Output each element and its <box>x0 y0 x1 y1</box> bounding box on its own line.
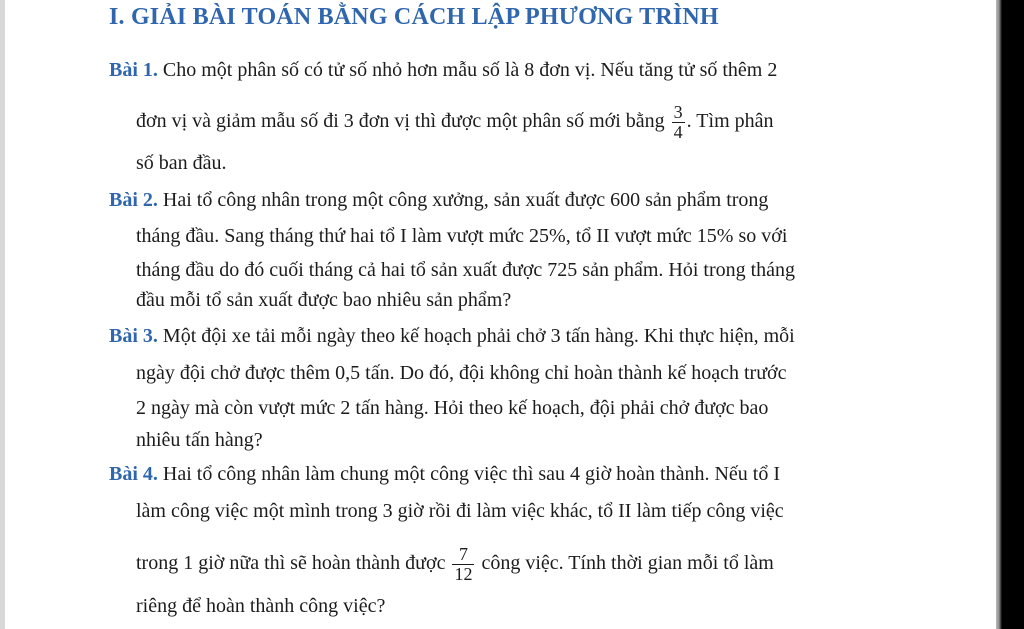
problem-1-text-1: Cho một phân số có tử số nhỏ hơn mẫu số là 8 đơn vị. Nếu tăng tử số thêm 2 <box>162 59 778 81</box>
problem-4-text-3b: công việc. Tính thời gian mỗi tổ làm <box>481 552 774 575</box>
problem-1-text-2: đơn vị và giảm mẫu số đi 3 đơn vị thì được một phân số mới bằng <box>136 110 665 133</box>
section-heading: I. GIẢI BÀI TOÁN BẰNG CÁCH LẬP PHƯƠNG TRÌNH <box>109 4 719 30</box>
fraction-numerator: 3 <box>673 102 683 122</box>
problem-2-text-1: Hai tổ công nhân trong một công xưởng, sản xuất được 600 sản phẩm trong <box>162 189 769 211</box>
fraction-numerator: 7 <box>458 544 468 564</box>
problem-3-line-4 <box>136 428 263 452</box>
fraction-denominator: 12 <box>454 564 473 584</box>
problem-1-line-3 <box>136 151 227 175</box>
problem-2-text-4: đầu mỗi tổ sản xuất được bao nhiêu sản phẩm? <box>136 289 512 311</box>
problem-3-text-2: ngày đội chở được thêm 0,5 tấn. Do đó, đội không chỉ hoàn thành kế hoạch trước <box>136 362 787 384</box>
problem-1-text-3: số ban đầu. <box>136 152 227 174</box>
problem-2-line-1 <box>109 188 768 212</box>
problem-4-text-3: trong 1 giờ nữa thì sẽ hoàn thành được <box>136 552 446 575</box>
problem-2-text-2: tháng đầu. Sang tháng thứ hai tổ I làm vượt mức 25%, tổ II vượt mức 15% so với <box>136 225 788 247</box>
problem-1-line-1 <box>109 58 777 82</box>
problem-4-text-1: Hai tổ công nhân làm chung một công việc thì sau 4 giờ hoàn thành. Nếu tổ I <box>162 463 781 485</box>
problem-3-line-2 <box>136 361 787 385</box>
fraction-3-4 <box>672 103 685 142</box>
problem-2-line-4 <box>136 288 511 312</box>
problem-4-line-4 <box>136 594 385 618</box>
problem-2-text-3: tháng đầu do đó cuối tháng cả hai tổ sản xuất được 725 sản phẩm. Hỏi trong tháng <box>136 259 796 281</box>
problem-3-label: Bài 3. <box>109 325 158 347</box>
page-right-edge <box>996 0 1024 629</box>
problem-2-line-3 <box>136 258 795 282</box>
problem-4-line-2 <box>136 499 784 523</box>
problem-1-text-2b: . Tìm phân <box>686 110 774 133</box>
problem-2-line-2 <box>136 224 787 248</box>
problem-4-text-4: riêng để hoàn thành công việc? <box>136 595 386 617</box>
problem-3-text-4: nhiêu tấn hàng? <box>136 429 263 451</box>
problem-4-line-3 <box>136 545 774 584</box>
problem-3-line-3 <box>136 396 768 420</box>
problem-1-line-2 <box>136 103 774 142</box>
problem-4-text-2: làm công việc một mình trong 3 giờ rồi đi làm việc khác, tổ II làm tiếp công việc <box>136 500 784 522</box>
problem-3-line-1 <box>109 324 795 348</box>
problem-3-text-1: Một đội xe tải mỗi ngày theo kế hoạch phải chở 3 tấn hàng. Khi thực hiện, mỗi <box>162 325 795 347</box>
problem-4-label: Bài 4. <box>109 463 158 485</box>
problem-1-label: Bài 1. <box>109 59 158 81</box>
problem-3-text-3: 2 ngày mà còn vượt mức 2 tấn hàng. Hỏi theo kế hoạch, đội phải chở được bao <box>136 397 769 419</box>
fraction-7-12 <box>452 545 474 584</box>
fraction-denominator: 4 <box>673 122 683 142</box>
document-page <box>5 0 996 629</box>
problem-2-label: Bài 2. <box>109 189 158 211</box>
problem-4-line-1 <box>109 462 780 486</box>
